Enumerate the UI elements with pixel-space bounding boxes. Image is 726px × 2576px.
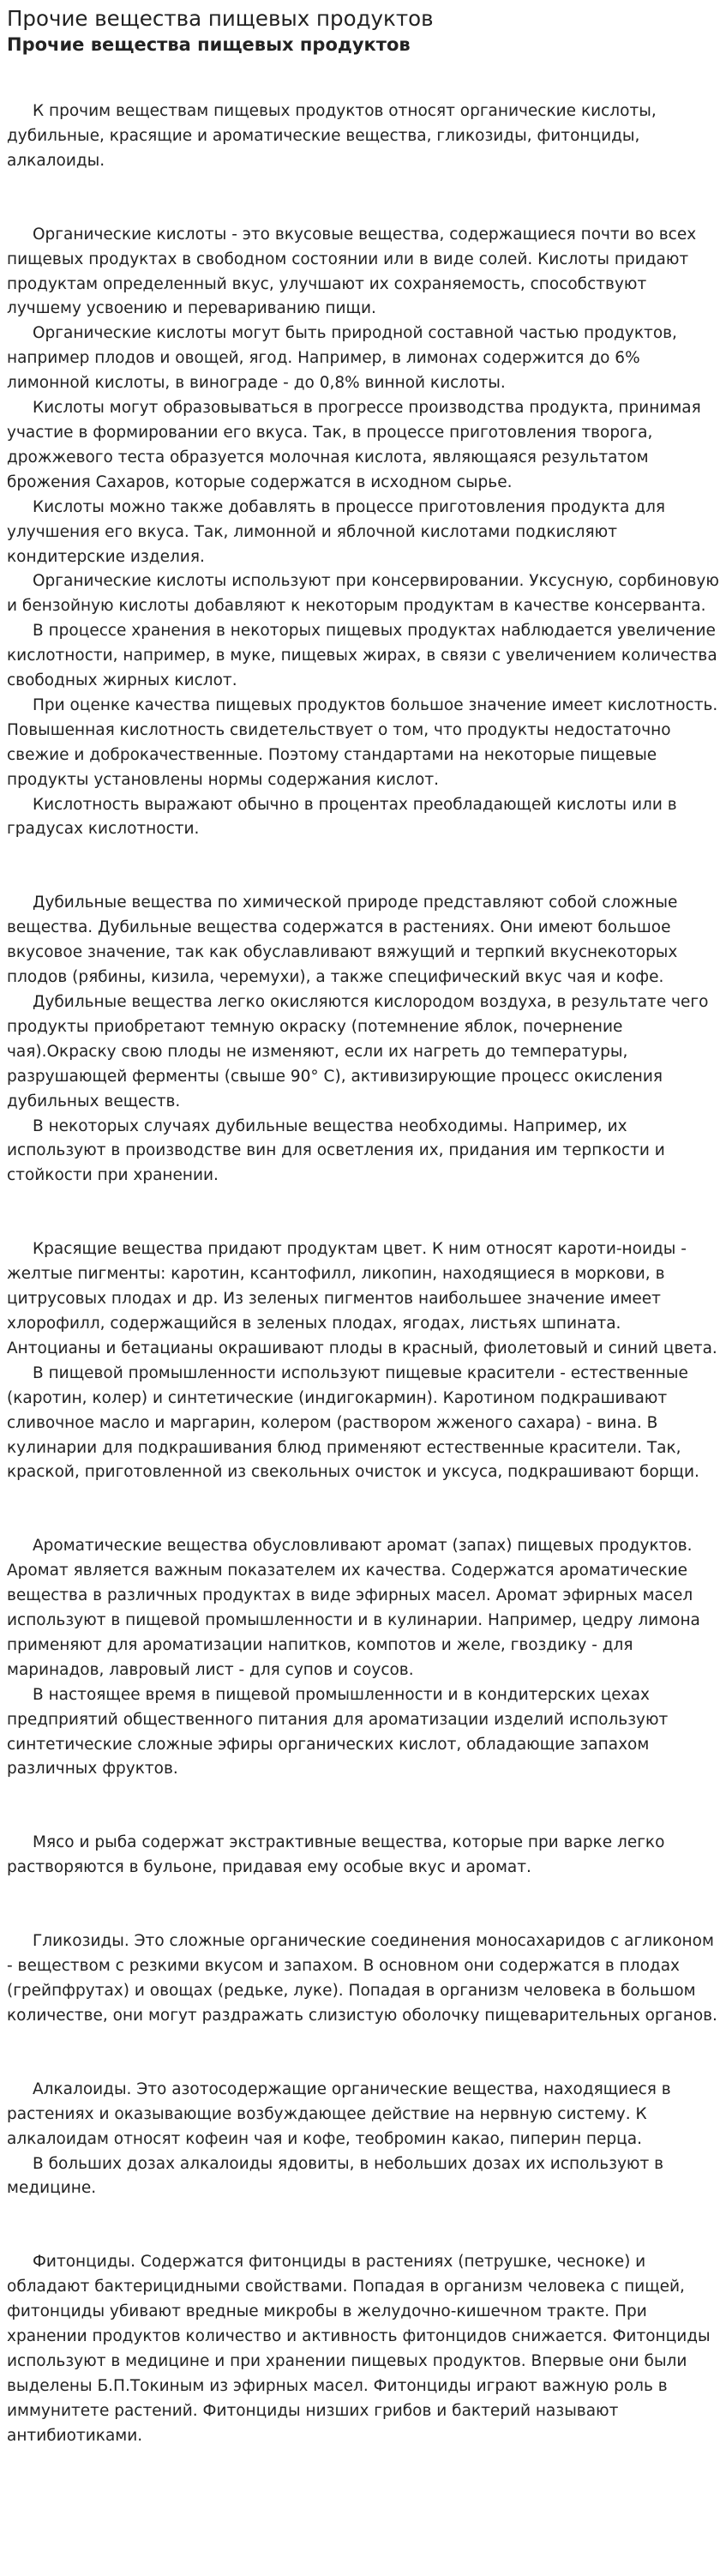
paragraph: Органические кислоты - это вкусовые вещества, содержащиеся почти во всех пищевых продуктах в свободном состоянии или в виде солей. Кислоты придают продуктам определенный вкус, улучшают их сохраняемость, способствуют лучшему усвоению и перевариванию пищи. bbox=[7, 225, 697, 318]
paragraph: Фитонциды. Содержатся фитонциды в растениях (петрушке, чесноке) и обладают бактерицидными свойствами. Попадая в организм человека с пищей, фитонциды убивают вредные микробы в желудочно-кишечном тракте. При хранении продуктов количество и активность фитонцидов снижается. Фитонциды используют в медицине и при хранении пищевых продуктов. Впервые они были выделены Б.П.Токиным из эфирных масел. Фитонциды играют важную роль в иммунитете растений. Фитонциды низших грибов и бактерий называют антибиотиками. bbox=[7, 2253, 711, 2445]
section-pigments bbox=[7, 1237, 719, 1485]
section-tannins bbox=[7, 891, 719, 1189]
paragraph: Ароматические вещества обусловливают аромат (запах) пищевых продуктов. Аромат является важным показателем их качества. Содержатся ароматические вещества в различных продуктах в виде эфирных масел. Аромат эфирных масел используют в пищевой промышленности и в кулинарии. Например, цедру лимона применяют для ароматизации напитков, компотов и желе, гвоздику - для маринадов, лавровый лист - для супов и соусов. bbox=[7, 1537, 700, 1679]
paragraph: Органические кислоты могут быть природной составной частью продуктов, например плодов и овощей, ягод. Например, в лимонах содержится до 6% лимонной кислоты, в винограде - до 0,8% винной кислоты. bbox=[7, 324, 677, 393]
article-body bbox=[7, 99, 719, 2449]
section-phytoncides bbox=[7, 2250, 719, 2448]
paragraph: Кислоты могут образовываться в прогрессе производства продукта, принимая участие в формировании его вкуса. Так, в процессе приготовления творога, дрожжевого теста образуется молочная кислота, являющаяся результатом брожения Сахаров, которые содержатся в исходном сырье. bbox=[7, 399, 701, 491]
paragraph: Красящие вещества придают продуктам цвет. К ним относят кароти-ноиды - желтые пигменты: каротин, ксантофилл, ликопин, находящиеся в моркови, в цитрусовых плодах и др. Из зеленых пигментов наибольшее значение имеет хлорофилл, содержащийся в зеленых плодах, ягодах, листьях шпината. Антоцианы и бетацианы окрашивают плоды в красный, фиолетовый и синий цвета. bbox=[7, 1240, 717, 1357]
paragraph: К прочим веществам пищевых продуктов относят органические кислоты, дубильные, красящие и ароматические вещества, гликозиды, фитонциды, алкалоиды. bbox=[7, 102, 657, 170]
paragraph: При оценке качества пищевых продуктов большое значение имеет кислотность. Повышенная кислотность свидетельствует о том, что продукты недостаточно свежие и доброкачественные. Поэтому стандартами на некоторые пищевые продукты установлены нормы содержания кислот. bbox=[7, 695, 718, 789]
paragraph: Алкалоиды. Это азотосодержащие органические вещества, находящиеся в растениях и оказывающие возбуждающее действие на нервную систему. К алкалоидам относят кофеин чая и кофе, теобромин какао, пиперин перца. bbox=[7, 2079, 671, 2148]
section-glycosides bbox=[7, 1929, 719, 2029]
paragraph: Кислотность выражают обычно в процентах преобладающей кислоты или в градусах кислотности. bbox=[7, 795, 677, 839]
paragraph: Органические кислоты используют при консервировании. Уксусную, сорбиновую и бензойную кислоты добавляют к некоторым продуктам в качестве консерванта. bbox=[7, 572, 719, 616]
paragraph: В процессе хранения в некоторых пищевых продуктах наблюдается увеличение кислотности, например, в муке, пищевых жирах, в связи с увеличением количества свободных жирных кислот. bbox=[7, 622, 717, 690]
page-subtitle: Прочие вещества пищевых продуктов bbox=[7, 34, 411, 55]
paragraph: Мясо и рыба содержат экстрактивные вещества, которые при варке легко растворяются в бульоне, придавая ему особые вкус и аромат. bbox=[7, 1833, 665, 1877]
section-intro bbox=[7, 99, 719, 174]
paragraph: Дубильные вещества легко окисляются кислородом воздуха, в результате чего продукты приобретают темную окраску (потемнение яблок, почернение чая).Окраску свою плоды не изменяют, если их нагреть до температуры, разрушающей ферменты (свыше 90° С), активизирующие процесс окисления дубильных веществ. bbox=[7, 993, 709, 1110]
paragraph: Дубильные вещества по химической природе представляют собой сложные вещества. Дубильные вещества содержатся в растениях. Они имеют большое вкусовое значение, так как обуславливают вяжущий и терпкий вкуснекоторых плодов (рябины, кизила, черемухи), а также специфический вкус чая и кофе. bbox=[7, 894, 678, 987]
section-acids bbox=[7, 223, 719, 843]
section-aromatics bbox=[7, 1534, 719, 1782]
paragraph: Кислоты можно также добавлять в процессе приготовления продукта для улучшения его вкуса. Так, лимонной и яблочной кислотами подкисляют кондитерские изделия. bbox=[7, 497, 666, 566]
paragraph: В настоящее время в пищевой промышленности и в кондитерских цехах предприятий общественного питания для ароматизации изделий используют синтетические сложные эфиры органических кислот, обладающие запахом различных фруктов. bbox=[7, 1685, 669, 1779]
paragraph: В пищевой промышленности используют пищевые красители - естественные (каротин, колер) и синтетические (индигокармин). Каротином подкрашивают сливочное масло и маргарин, колером (раствором жженого сахара) - вина. В кулинарии для подкрашивания блюд применяют естественные красители. Так, краской, приготовленной из свекольных очисток и уксуса, подкрашивают борщи. bbox=[7, 1363, 699, 1482]
paragraph: В некоторых случаях дубильные вещества необходимы. Например, их используют в производстве вин для осветления их, придания им терпкости и стойкости при хранении. bbox=[7, 1116, 665, 1185]
section-alkaloids bbox=[7, 2078, 719, 2202]
paragraph: Гликозиды. Это сложные органические соединения моносахаридов с агликоном - веществом с резкими вкусом и запахом. В основном они содержатся в плодах (грейпфрутах) и овощах (редьке, луке). Попадая в организм человека в большом количестве, они могут раздражать слизистую оболочку пищеварительных органов. bbox=[7, 1932, 717, 2025]
page-title: Прочие вещества пищевых продуктов bbox=[7, 6, 434, 31]
paragraph: В больших дозах алкалоиды ядовиты, в небольших дозах их используют в медицине. bbox=[7, 2154, 664, 2198]
section-extractives bbox=[7, 1831, 719, 1881]
